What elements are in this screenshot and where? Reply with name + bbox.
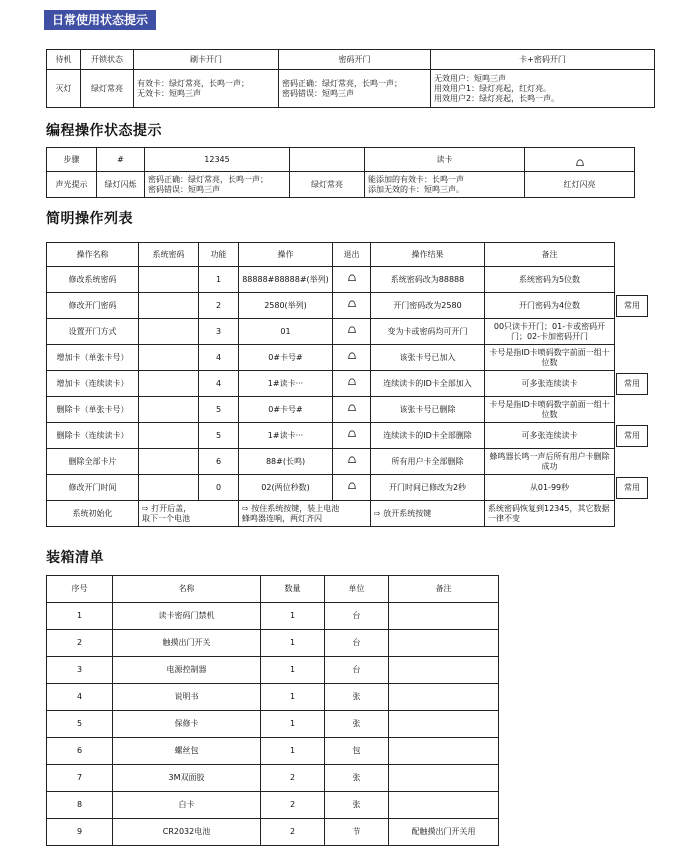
pk-note: 配触摸出门开关用 (389, 819, 499, 846)
op-header-syspw: 系统密码 (139, 243, 199, 267)
bell-icon (347, 300, 357, 308)
table-row (47, 475, 615, 501)
pk-unit: 台 (325, 657, 389, 684)
table-row (47, 449, 615, 475)
pk-unit: 张 (325, 684, 389, 711)
pk-qty: 1 (261, 603, 325, 630)
table-row (47, 397, 615, 423)
cell-card: 有效卡：绿灯常亮，长鸣一声； 无效卡：短鸣三声 (134, 70, 279, 108)
op-op: 02(两位秒数) (239, 475, 333, 501)
pk-note (389, 684, 499, 711)
pk-no: 5 (47, 711, 113, 738)
init-op (239, 501, 371, 527)
list-item (47, 738, 499, 765)
pk-note (389, 657, 499, 684)
op-op: 1#读卡··· (239, 371, 333, 397)
op-result: 开门密码改为2580 (371, 293, 485, 319)
op-result: 该张卡号已删除 (371, 397, 485, 423)
init-name: 系统初始化 (47, 501, 139, 527)
pk-no: 4 (47, 684, 113, 711)
operations-title: 简明操作列表 (46, 211, 133, 227)
op-exit (333, 319, 371, 345)
common-use-tag: 常用 (616, 295, 648, 317)
pk-header-qty: 数量 (261, 576, 325, 603)
op-header-exit: 退出 (333, 243, 371, 267)
pk-unit: 台 (325, 630, 389, 657)
bell-icon (347, 326, 357, 334)
pk-no: 7 (47, 765, 113, 792)
header-card-password: 卡+密码开门 (431, 50, 655, 70)
table-row (47, 371, 615, 397)
op-result: 所有用户卡全部删除 (371, 449, 485, 475)
op-exit (333, 449, 371, 475)
pk-unit: 张 (325, 765, 389, 792)
op-syspw (139, 423, 199, 449)
pk-name: 白卡 (113, 792, 261, 819)
op-exit (333, 397, 371, 423)
op-exit (333, 423, 371, 449)
packing-title: 装箱清单 (46, 550, 104, 566)
pk-no: 3 (47, 657, 113, 684)
op-op: 2580(举列) (239, 293, 333, 319)
list-item (47, 630, 499, 657)
op-name: 增加卡（连续读卡） (47, 371, 139, 397)
bell-icon (347, 482, 357, 490)
bell-icon (347, 274, 357, 282)
pk-qty: 1 (261, 657, 325, 684)
cell-unlock: 绿灯常亮 (81, 70, 134, 108)
pk-unit: 张 (325, 792, 389, 819)
list-item (47, 684, 499, 711)
table-row (47, 423, 615, 449)
op-name: 修改开门时间 (47, 475, 139, 501)
op-result: 该张卡号已加入 (371, 345, 485, 371)
pk-qty: 2 (261, 819, 325, 846)
common-use-tag: 常用 (616, 373, 648, 395)
pk-name: 触摸出门开关 (113, 630, 261, 657)
op-note: 卡号是指ID卡喷码数字前面一组十位数 (485, 397, 615, 423)
op-exit (333, 293, 371, 319)
pk-note (389, 630, 499, 657)
op-syspw (139, 293, 199, 319)
list-item (47, 765, 499, 792)
op-fn: 5 (199, 397, 239, 423)
pk-note (389, 711, 499, 738)
pk-note (389, 765, 499, 792)
pk-no: 2 (47, 630, 113, 657)
pk-unit: 台 (325, 603, 389, 630)
pk-header-note: 备注 (389, 576, 499, 603)
op-fn: 2 (199, 293, 239, 319)
op-note: 从01-99秒 (485, 475, 615, 501)
op-exit (333, 267, 371, 293)
op-note: 蜂鸣器长鸣一声后所有用户卡删除成功 (485, 449, 615, 475)
pk-name: CR2032电池 (113, 819, 261, 846)
bell-icon (347, 430, 357, 438)
op-name: 增加卡（单张卡号） (47, 345, 139, 371)
op-result: 开门时间已修改为2秒 (371, 475, 485, 501)
signal-red-flash: 红灯闪亮 (525, 172, 635, 198)
op-syspw (139, 267, 199, 293)
bell-icon (347, 456, 357, 464)
init-res (371, 501, 485, 527)
list-item (47, 711, 499, 738)
step-label: 步骤 (47, 148, 97, 172)
list-item (47, 819, 499, 846)
bell-icon (575, 159, 585, 167)
daily-status-table (46, 49, 655, 108)
pk-no: 6 (47, 738, 113, 765)
table-row (47, 345, 615, 371)
op-syspw (139, 397, 199, 423)
pk-qty: 2 (261, 765, 325, 792)
cell-standby: 灭灯 (47, 70, 81, 108)
step-password: 12345 (145, 148, 290, 172)
op-name: 删除卡（连续读卡） (47, 423, 139, 449)
signal-label: 声光提示 (47, 172, 97, 198)
bell-icon (347, 352, 357, 360)
op-result: 连续读卡的ID卡全部删除 (371, 423, 485, 449)
op-header-op: 操作 (239, 243, 333, 267)
pk-name: 3M双面胶 (113, 765, 261, 792)
bell-icon (347, 404, 357, 412)
op-syspw (139, 345, 199, 371)
init-op-text: 按住系统按键，装上电池 蜂鸣器连响，两灯齐闪 (242, 503, 340, 523)
pk-unit: 包 (325, 738, 389, 765)
op-fn: 0 (199, 475, 239, 501)
pk-name: 螺丝包 (113, 738, 261, 765)
op-fn: 5 (199, 423, 239, 449)
op-fn: 6 (199, 449, 239, 475)
arrow-key-icon: ⇨ (374, 508, 384, 518)
cell-password: 密码正确：绿灯常亮，长鸣一声； 密码错误：短鸣三声 (279, 70, 431, 108)
pk-unit: 张 (325, 711, 389, 738)
step-hash: # (97, 148, 145, 172)
arrow-key-icon: ⇨ (142, 503, 152, 513)
op-fn: 4 (199, 371, 239, 397)
op-result: 系统密码改为88888 (371, 267, 485, 293)
op-exit (333, 371, 371, 397)
op-name: 修改系统密码 (47, 267, 139, 293)
bell-icon (347, 378, 357, 386)
pk-header-unit: 单位 (325, 576, 389, 603)
op-exit (333, 475, 371, 501)
daily-status-title: 日常使用状态提示 (44, 10, 156, 30)
pk-note (389, 603, 499, 630)
header-standby: 待机 (47, 50, 81, 70)
op-header-name: 操作名称 (47, 243, 139, 267)
pk-qty: 2 (261, 792, 325, 819)
programming-title: 编程操作状态提示 (46, 123, 162, 139)
op-name: 设置开门方式 (47, 319, 139, 345)
op-header-fn: 功能 (199, 243, 239, 267)
init-pw (139, 501, 239, 527)
op-op: 88888#88888#(举列) (239, 267, 333, 293)
op-result: 变为卡或密码均可开门 (371, 319, 485, 345)
op-note: 可多张连续读卡 (485, 423, 615, 449)
op-note: 可多张连续读卡 (485, 371, 615, 397)
common-use-tag: 常用 (616, 425, 648, 447)
pk-name: 电源控制器 (113, 657, 261, 684)
op-header-result: 操作结果 (371, 243, 485, 267)
op-note: 卡号是指ID卡喷码数字前面一组十位数 (485, 345, 615, 371)
op-fn: 3 (199, 319, 239, 345)
op-syspw (139, 319, 199, 345)
arrow-key-icon: ⇨ (242, 503, 252, 513)
op-op: 1#读卡··· (239, 423, 333, 449)
packing-table (46, 575, 499, 846)
op-op: 01 (239, 319, 333, 345)
signal-card: 能添加的有效卡：长鸣一声 添加无效的卡：短鸣三声。 (365, 172, 525, 198)
common-use-tag: 常用 (616, 477, 648, 499)
list-item (47, 792, 499, 819)
step-bell (525, 148, 635, 172)
pk-no: 9 (47, 819, 113, 846)
op-header-note: 备注 (485, 243, 615, 267)
operations-table (46, 242, 615, 527)
pk-qty: 1 (261, 738, 325, 765)
pk-no: 1 (47, 603, 113, 630)
table-row (47, 293, 615, 319)
op-note: 开门密码为4位数 (485, 293, 615, 319)
programming-table (46, 147, 635, 198)
signal-green-flash: 绿灯闪烁 (97, 172, 145, 198)
pk-name: 说明书 (113, 684, 261, 711)
op-op: 88#(长鸣) (239, 449, 333, 475)
op-exit (333, 345, 371, 371)
op-fn: 1 (199, 267, 239, 293)
pk-header-no: 序号 (47, 576, 113, 603)
pk-header-name: 名称 (113, 576, 261, 603)
header-card: 刷卡开门 (134, 50, 279, 70)
table-row (47, 267, 615, 293)
pk-note (389, 738, 499, 765)
list-item (47, 603, 499, 630)
pk-qty: 1 (261, 630, 325, 657)
op-op: 0#卡号# (239, 397, 333, 423)
step-read-card: 读卡 (365, 148, 525, 172)
step-empty (290, 148, 365, 172)
init-res-text: 放开系统按键 (383, 508, 432, 518)
op-syspw (139, 475, 199, 501)
pk-name: 保修卡 (113, 711, 261, 738)
table-row (47, 319, 615, 345)
signal-green-on: 绿灯常亮 (290, 172, 365, 198)
pk-qty: 1 (261, 711, 325, 738)
pk-qty: 1 (261, 684, 325, 711)
op-note: 系统密码为5位数 (485, 267, 615, 293)
op-syspw (139, 371, 199, 397)
op-note: 00只读卡开门；01-卡或密码开门；02-卡加密码开门 (485, 319, 615, 345)
pk-no: 8 (47, 792, 113, 819)
cell-card-password: 无效用户：短鸣三声 用效用户1：绿灯亮起，红灯亮。 用效用户2：绿灯亮起，长鸣一声。 (431, 70, 655, 108)
pk-note (389, 792, 499, 819)
pk-name: 读卡密码门禁机 (113, 603, 261, 630)
header-password: 密码开门 (279, 50, 431, 70)
list-item (47, 657, 499, 684)
op-fn: 4 (199, 345, 239, 371)
init-pw-text: 打开后盖， 取下一个电池 (142, 503, 192, 523)
header-unlock: 开锁状态 (81, 50, 134, 70)
op-syspw (139, 449, 199, 475)
op-name: 删除卡（单张卡号） (47, 397, 139, 423)
signal-password: 密码正确：绿灯常亮，长鸣一声； 密码错误：短鸣三声 (145, 172, 290, 198)
op-name: 删除全部卡片 (47, 449, 139, 475)
init-note: 系统密码恢复到12345，其它数据一律不变 (485, 501, 615, 527)
op-name: 修改开门密码 (47, 293, 139, 319)
op-op: 0#卡号# (239, 345, 333, 371)
pk-unit: 节 (325, 819, 389, 846)
op-result: 连续读卡的ID卡全部加入 (371, 371, 485, 397)
